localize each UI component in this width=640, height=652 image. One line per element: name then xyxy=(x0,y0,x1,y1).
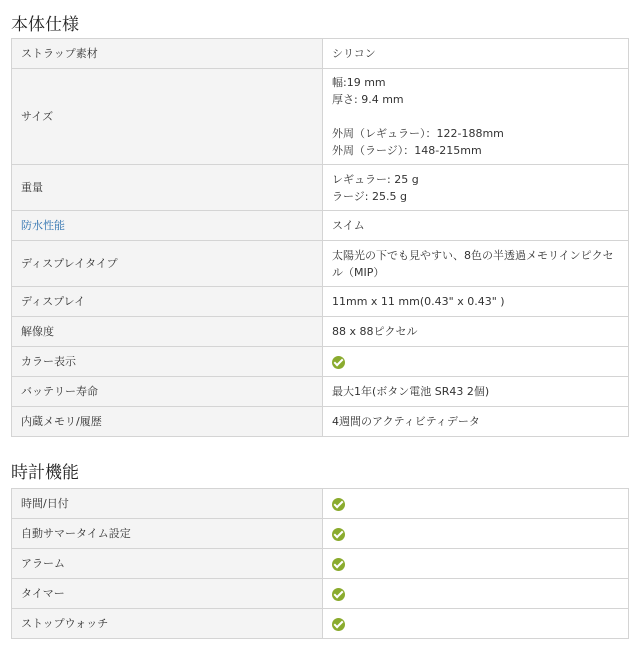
row-label: 時間/日付 xyxy=(12,489,323,519)
row-value xyxy=(323,549,629,579)
row-value xyxy=(323,347,629,377)
table-row xyxy=(12,579,629,609)
row-value xyxy=(323,579,629,609)
table-row xyxy=(12,165,629,211)
weight-large: ラージ: 25.5 g xyxy=(332,189,407,203)
table-row xyxy=(12,39,629,69)
row-value: 最大1年(ボタン電池 SR43 2個) xyxy=(323,377,629,407)
row-label: 自動サマータイム設定 xyxy=(12,519,323,549)
table-row xyxy=(12,407,629,437)
size-large: 外周（ラージ）：148-215mm xyxy=(332,144,482,157)
size-thickness: 厚さ: 9.4 mm xyxy=(332,93,404,106)
row-label: ストップウォッチ xyxy=(12,609,323,639)
check-circle-icon xyxy=(332,498,345,511)
check-circle-icon xyxy=(332,618,345,631)
water-resistance-link[interactable]: 防水性能 xyxy=(21,219,65,232)
specs-table xyxy=(11,38,629,437)
spacer xyxy=(332,108,619,125)
row-label: ディスプレイタイプ xyxy=(12,241,323,287)
row-value: シリコン xyxy=(323,39,629,69)
row-value: 太陽光の下でも見やすい、8色の半透過メモリインピクセル（MIP） xyxy=(323,241,629,287)
watch-features-table xyxy=(11,488,629,639)
table-row xyxy=(12,377,629,407)
row-value xyxy=(323,519,629,549)
table-row xyxy=(12,347,629,377)
table-row xyxy=(12,489,629,519)
check-circle-icon xyxy=(332,588,345,601)
table-row xyxy=(12,317,629,347)
table-row xyxy=(12,609,629,639)
size-regular: 外周（レギュラー）：122-188mm xyxy=(332,127,504,140)
row-value xyxy=(323,609,629,639)
row-label: 内蔵メモリ/履歴 xyxy=(12,407,323,437)
row-label: バッテリー寿命 xyxy=(12,377,323,407)
table-row xyxy=(12,69,629,165)
row-value: スイム xyxy=(323,211,629,241)
row-label: ストラップ素材 xyxy=(12,39,323,69)
row-value xyxy=(323,489,629,519)
row-value: 88 x 88ピクセル xyxy=(323,317,629,347)
table-row xyxy=(12,519,629,549)
row-label xyxy=(12,211,323,241)
row-label: サイズ xyxy=(12,69,323,165)
row-label: カラー表示 xyxy=(12,347,323,377)
check-circle-icon xyxy=(332,528,345,541)
row-label: ディスプレイ xyxy=(12,287,323,317)
row-value xyxy=(323,69,629,165)
row-value: 11mm x 11 mm(0.43" x 0.43" ) xyxy=(323,287,629,317)
section-title-specs: 本体仕様 xyxy=(11,15,79,35)
size-width: 幅:19 mm xyxy=(332,76,386,89)
row-label: アラーム xyxy=(12,549,323,579)
row-value xyxy=(323,165,629,211)
table-row xyxy=(12,549,629,579)
table-row xyxy=(12,211,629,241)
row-label: タイマー xyxy=(12,579,323,609)
section-title-watch-features: 時計機能 xyxy=(11,463,79,483)
row-value: 4週間のアクティビティデータ xyxy=(323,407,629,437)
check-circle-icon xyxy=(332,356,345,369)
table-row xyxy=(12,241,629,287)
row-label: 解像度 xyxy=(12,317,323,347)
row-label: 重量 xyxy=(12,165,323,211)
check-circle-icon xyxy=(332,558,345,571)
weight-regular: レギュラー: 25 g xyxy=(332,172,419,186)
table-row xyxy=(12,287,629,317)
